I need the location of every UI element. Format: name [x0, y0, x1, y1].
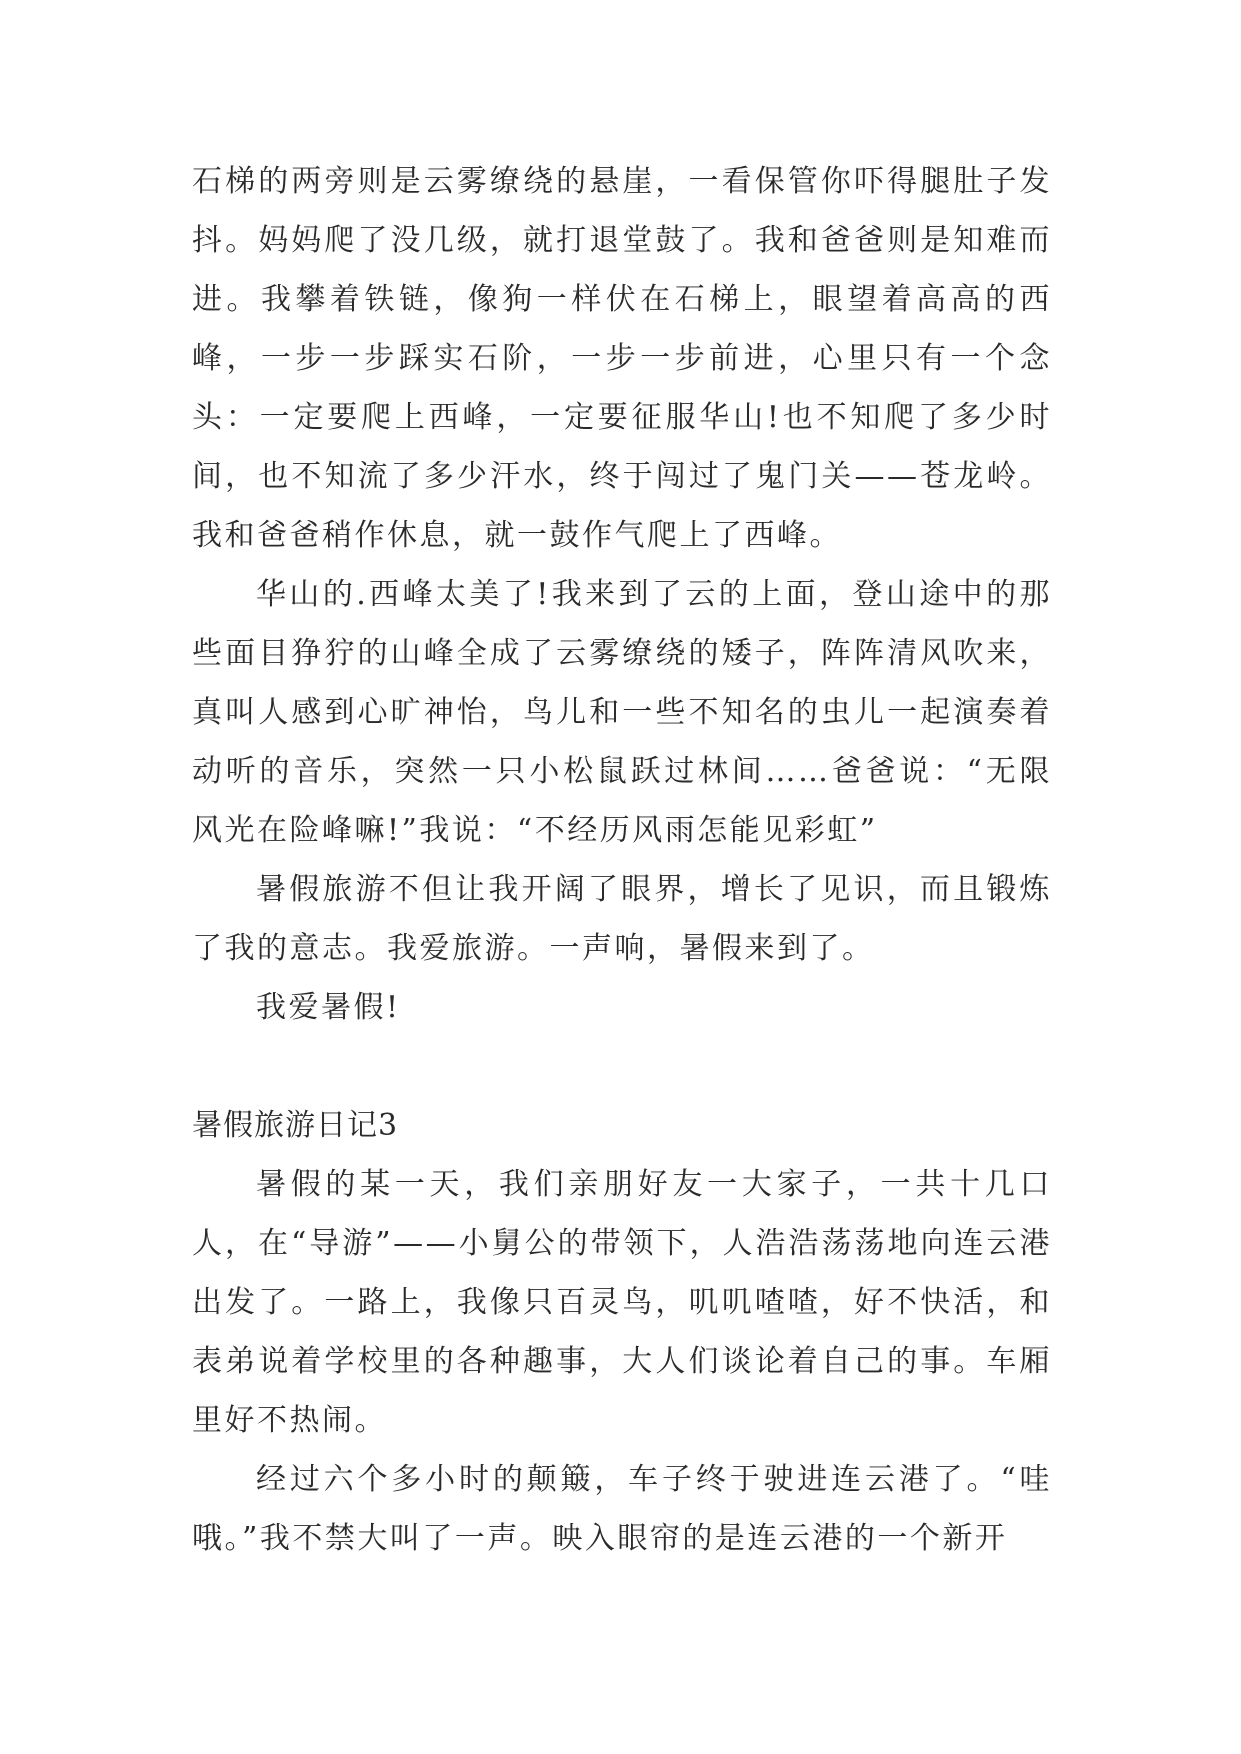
- paragraph-arrival: 经过六个多小时的颠簸，车子终于驶进连云港了。“哇哦。”我不禁大叫了一声。映入眼帘的是连云港的一个新开: [192, 1462, 1052, 1556]
- section-spacer: [192, 1037, 1052, 1096]
- paragraph-travel-benefits: 暑假旅游不但让我开阔了眼界，增长了见识，而且锻炼了我的意志。我爱旅游。一声响，暑假来到了。: [192, 872, 1052, 966]
- section-title: 暑假旅游日记3: [192, 1108, 399, 1143]
- paragraph-love-summer: 我爱暑假!: [256, 990, 401, 1025]
- document-body: [192, 152, 1052, 1568]
- paragraph-family-trip: 暑假的某一天，我们亲朋好友一大家子，一共十几口人，在“导游”——小舅公的带领下，人浩浩荡荡地向连云港出发了。一路上，我像只百灵鸟，叽叽喳喳，好不快活，和表弟说着学校里的各种趣事，大人们谈论着自己的事。车厢里好不热闹。: [192, 1167, 1052, 1438]
- paragraph-cliff-climb: 石梯的两旁则是云雾缭绕的悬崖，一看保管你吓得腿肚子发抖。妈妈爬了没几级，就打退堂鼓了。我和爸爸则是知难而进。我攀着铁链，像狗一样伏在石梯上，眼望着高高的西峰，一步一步踩实石阶，一步一步前进，心里只有一个念头：一定要爬上西峰，一定要征服华山!也不知爬了多少时间，也不知流了多少汗水，终于闯过了鬼门关——苍龙岭。我和爸爸稍作休息，就一鼓作气爬上了西峰。: [192, 164, 1052, 553]
- paragraph-west-peak: 华山的.西峰太美了!我来到了云的上面，登山途中的那些面目狰狞的山峰全成了云雾缭绕的矮子，阵阵清风吹来，真叫人感到心旷神怡，鸟儿和一些不知名的虫儿一起演奏着动听的音乐，突然一只小松鼠跃过林间……爸爸说：“无限风光在险峰嘛!”我说：“不经历风雨怎能见彩虹”: [192, 577, 1052, 848]
